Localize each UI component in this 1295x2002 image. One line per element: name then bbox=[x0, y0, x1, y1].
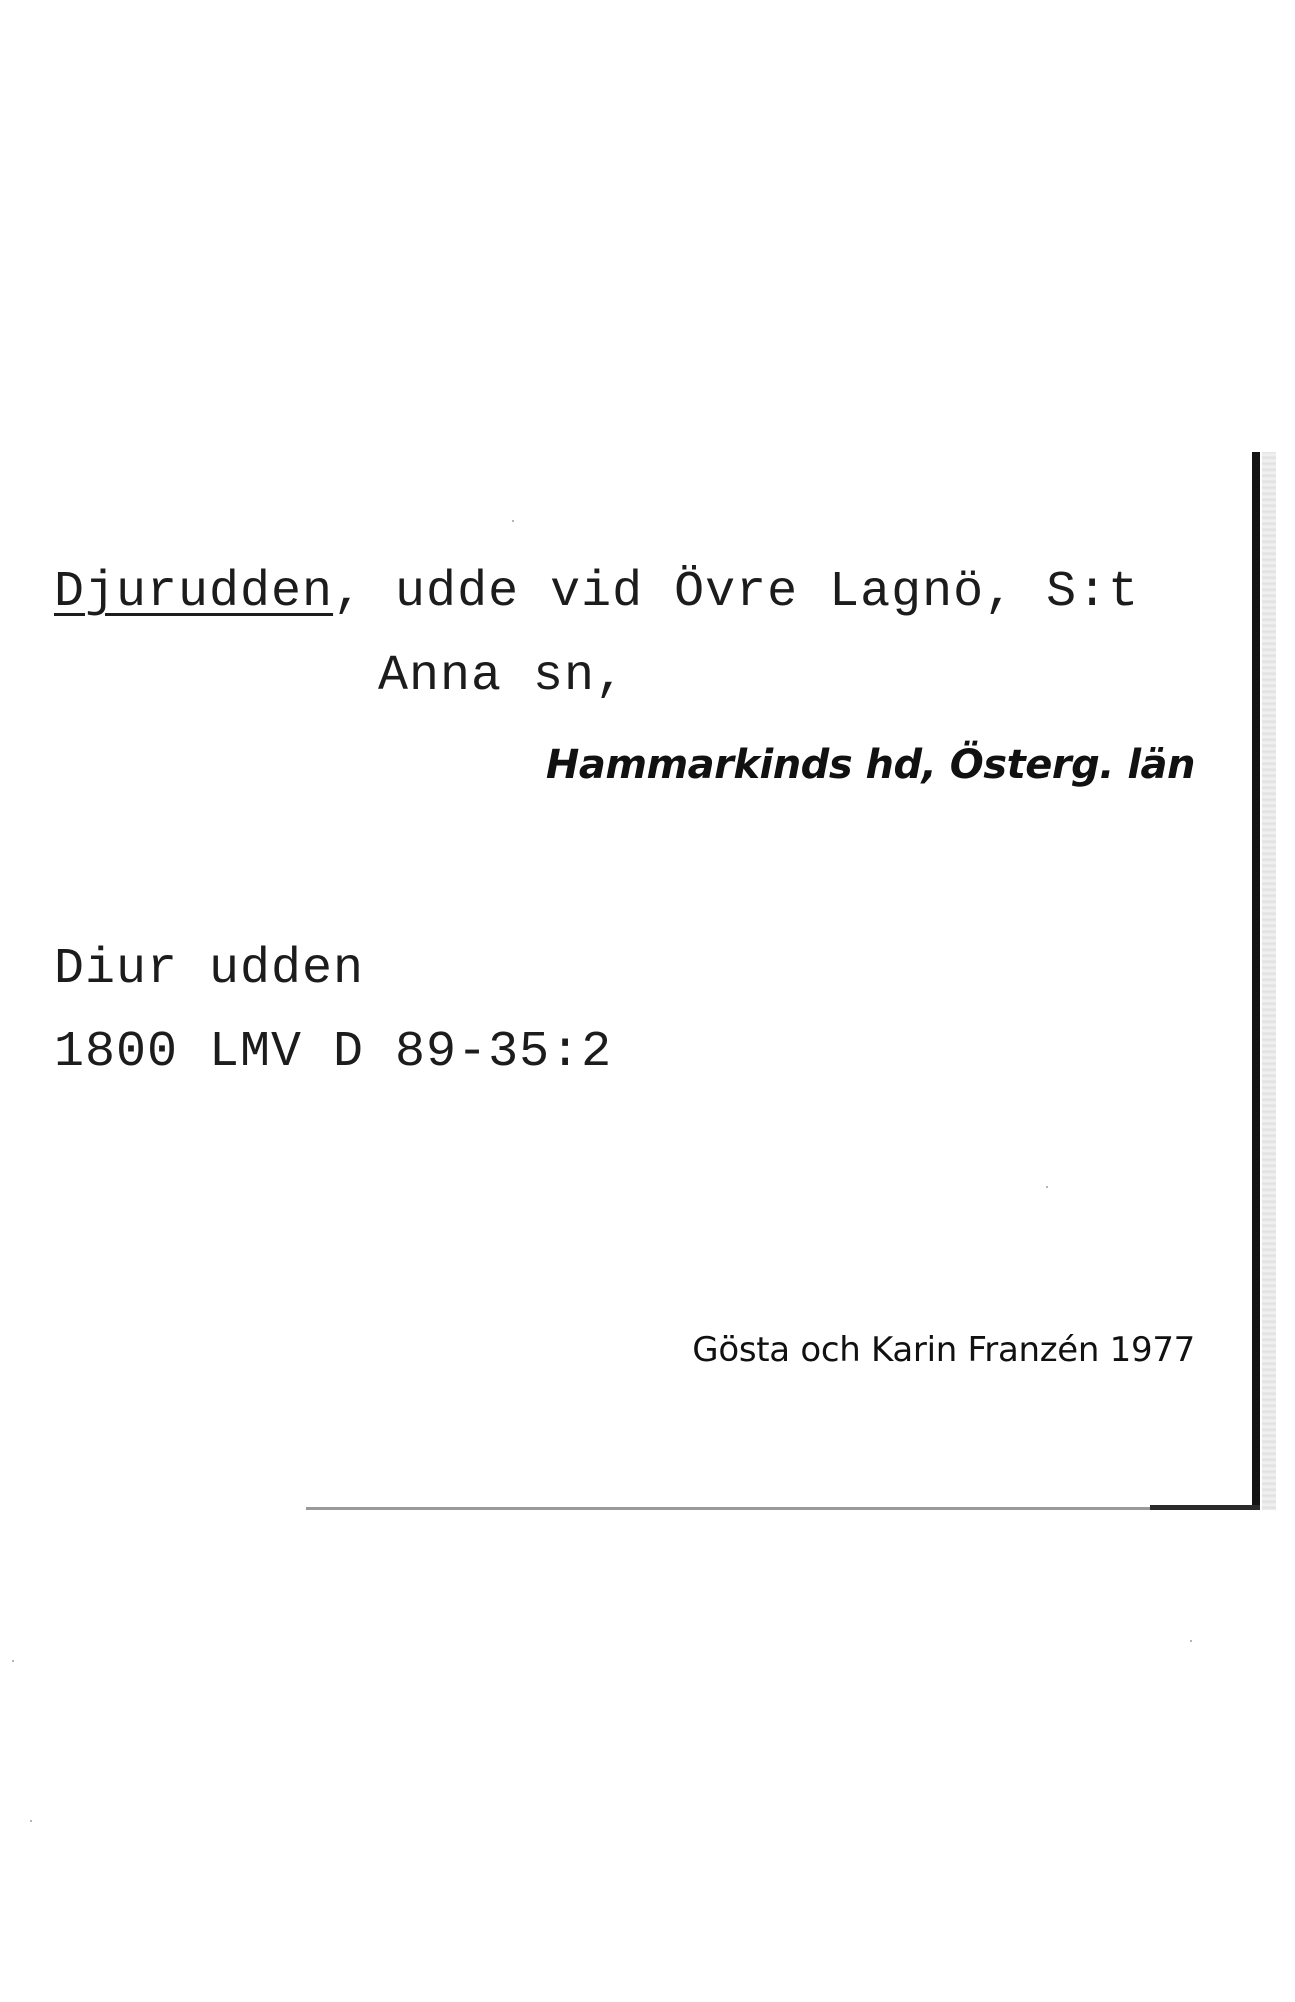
variant-form: Diur udden bbox=[54, 941, 365, 998]
paper-speck bbox=[1190, 1640, 1192, 1642]
source-reference: 1800 LMV D 89-35:2 bbox=[54, 1024, 613, 1081]
entry-description: , udde vid Övre Lagnö, S:t bbox=[333, 564, 1140, 621]
parish-line: Anna sn, bbox=[378, 648, 627, 705]
paper-speck bbox=[12, 1660, 14, 1662]
card-right-edge-shadow bbox=[1262, 452, 1276, 1510]
card-bottom-edge bbox=[306, 1507, 1260, 1510]
district-stamp: Hammarkinds hd, Österg. län bbox=[545, 742, 1195, 788]
card-right-edge bbox=[1252, 452, 1260, 1510]
card-bottom-corner bbox=[1150, 1505, 1260, 1510]
entry-first-line bbox=[54, 564, 1140, 621]
paper-speck bbox=[512, 520, 514, 522]
paper-speck bbox=[30, 1820, 32, 1822]
author-stamp: Gösta och Karin Franzén 1977 bbox=[692, 1330, 1195, 1370]
paper-speck bbox=[1046, 1186, 1048, 1188]
headword: Djurudden bbox=[54, 564, 334, 621]
